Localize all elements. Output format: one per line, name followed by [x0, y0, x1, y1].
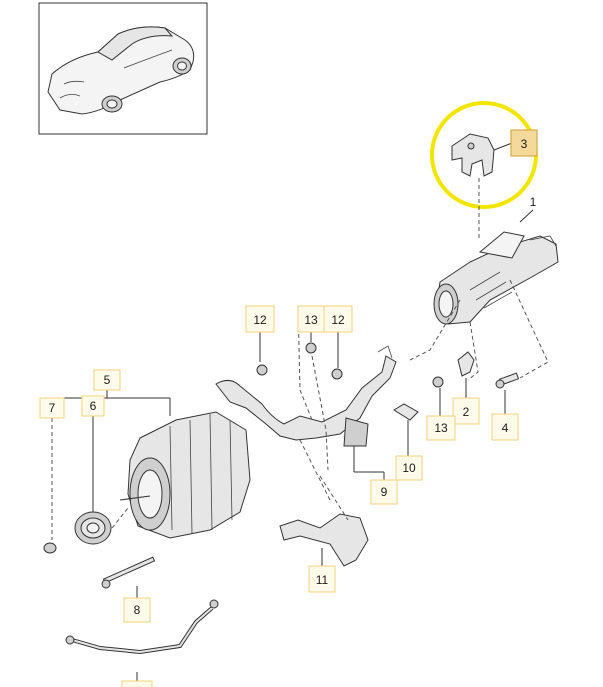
callout-10-label: 10: [402, 461, 416, 475]
callout-9-label: 9: [380, 485, 388, 499]
callout-8-label: 8: [133, 603, 141, 617]
callout-9: [371, 480, 397, 504]
callout-12: [324, 306, 352, 332]
vehicle-thumbnail: [39, 3, 207, 134]
callout-3: [511, 130, 537, 156]
part-5-alternator: [120, 412, 250, 538]
part-7-nut: [44, 418, 56, 553]
part-3-bracket: [452, 134, 512, 176]
callout-5: [94, 370, 120, 390]
part-8-bolt: [102, 557, 154, 600]
part-12-nut: [257, 332, 267, 375]
callout-10: [396, 456, 422, 480]
callout-6-label: 6: [89, 399, 97, 413]
label-box-clipped: [122, 681, 152, 687]
callout-4-label: 4: [501, 421, 509, 435]
callout-13: [427, 416, 455, 440]
callout-12-label: 12: [253, 313, 267, 327]
part-11-bracket: [280, 440, 368, 568]
callout-2-label: 2: [462, 405, 470, 419]
dashed-line: [510, 280, 548, 378]
callout-1-label: 1: [529, 195, 537, 209]
callout-12: [246, 306, 274, 332]
callout-2: [453, 398, 479, 424]
part-13-nut: [306, 332, 316, 353]
callout-13-label: 13: [434, 421, 448, 435]
callout-11-label: 11: [315, 573, 329, 587]
part-13-nut: [433, 377, 443, 420]
part-6-pulley: [75, 414, 128, 544]
callout-11: [309, 566, 335, 592]
part-12-nut: [332, 332, 342, 379]
callout-5-label: 5: [103, 373, 111, 387]
part-2-nut: [458, 352, 474, 398]
part-10-clip: [394, 404, 418, 458]
callout-1: [530, 195, 537, 209]
callout-4: [492, 414, 518, 440]
callout-7: [40, 398, 64, 418]
part-1-starter-motor: [434, 232, 558, 324]
callout-6: [82, 396, 104, 416]
callout-3-label: 3: [520, 137, 528, 151]
callout-13: [298, 306, 324, 332]
part-4-bolt: [496, 373, 518, 416]
callout-8: [124, 598, 150, 622]
callout-13-label: 13: [304, 313, 318, 327]
callout-12-label: 12: [331, 313, 345, 327]
callout-7-label: 7: [48, 401, 56, 415]
